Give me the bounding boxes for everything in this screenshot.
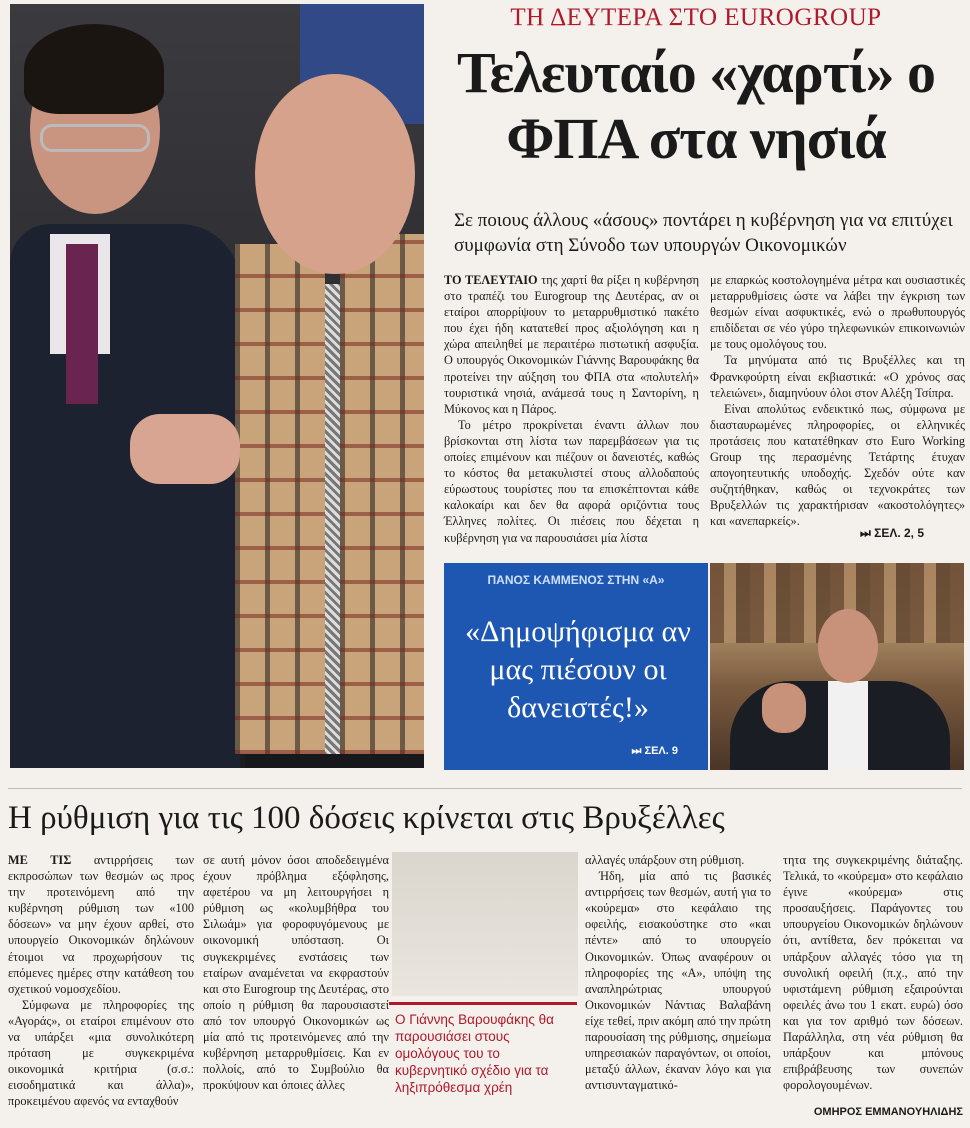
photo-person-hand [762,683,806,733]
second-story-column-2 [203,852,389,1093]
paragraph: Σύμφωνα με πληροφορίες της «Αγοράς», οι εταίροι επιμένουν στο να υπάρξει «μια συνολικότερη πρόταση με συγκεκριμένα οικονομικά κριτήρια (σ.σ.: εισοδηματικά και άλλα)», προκειμένου αφενός να ενταχθούν [8,997,194,1109]
paragraph: Τα μηνύματα από τις Βρυξέλλες και τη Φρανκφούρτη είναι εκβιαστικά: «Ο χρόνος σας τελειώνει», διαμηνύουν όλοι στον Αλέξη Τσίπρα. [710,353,965,400]
paragraph-text: αντιρρήσεις των εκπροσώπων των θεσμών ως προς την προτεινόμενη από την κυβέρνηση ρύθμιση των «100 δόσεων» να μην έχουν αρθεί, στο υπουργείο Οικονομικών δηλώνουν έτοιμοι να προχωρήσουν τις επόμενες ημέρες στην κατάθεση του σχετικού νομοσχεδίου. [8,853,194,996]
pull-quote-box [389,1002,577,1122]
photo-person-right-scarf [235,244,325,754]
sidebar-page-ref: ⏭ ΣΕΛ. 9 [631,745,678,757]
paragraph-text: της χαρτί θα ρίξει η κυβέρνηση στο τραπέζι του Eurogroup της Δευτέρας, αν οι εταίροι απορρίψουν το μεταρρυθμιστικό πακέτο που έχει ήδη κατατεθεί προς αξιολόγηση και η χώρα απειληθεί με περαιτέρω πιστωτική ασφυξία. Ο υπουργός Οικονομικών Γιάννης Βαρουφάκης θα προτείνει την αύξηση του ΦΠΑ στα «πολυτελή» τουριστικά νησιά, ανάμεσά τους η Σαντορίνη, η Μύκονος και η Πάρος. [444,273,700,416]
photo-person-left-glasses [40,124,150,152]
paragraph: αλλαγές υπάρξουν στη ρύθμιση. [585,853,745,867]
second-story-column-3 [585,852,771,1093]
top-story-column-1 [444,272,699,546]
paragraph: τητα της συγκεκριμένης διάταξης. Τελικά, το «κούρεμα» στο κεφάλαιο έγινε «κούρεμα» στις προσαυξήσεις. Παράγοντες του υπουργείου Οικονομικών δηλώνουν ότι, αντίθετα, δεν πρόκειται να υπάρξουν αλλαγές τόσο για τη συνολική οφειλή (π.χ., από την υφιστάμενη ρύθμιση εξαιρούνται οφειλές άνω του 1 εκατ. ευρώ) όσο και για τον αριθμό των δόσεων. Παράλληλα, στη νέα ρύθμιση θα υπάρξουν και μπόνους επιβράβευσης των συνεπών φορολογουμένων. [783,853,963,1093]
second-story-column-1 [8,852,194,1110]
top-story-deck: Σε ποιους άλλους «άσους» ποντάρει η κυβέρνηση για να επιτύχει συμφωνία στη Σύνοδο των υπουργών Οικονομικών [454,210,953,256]
paragraph: Ήδη, μία από τις βασικές αντιρρήσεις των θεσμών, αυτή για το «κούρεμα» στο κεφάλαιο της οφειλής, εισακούστηκε στο «και πέντε» από το υπουργείο Οικονομικών. Όπως αναφέρουν οι πληροφορίες της «Α», υπόψη της αναπληρώτριας υπουργού Οικονομικών Νάντιας Βαλαβάνη είχε τεθεί, πριν ακόμη από την πρώτη παρουσίαση της ρύθμισης, σημείωμα υπηρεσιακών παραγόντων, οι οποίοι, μεταξύ άλλων, έκαναν λόγο και για αντισυνταγματικό- [585,869,771,1093]
top-story-headline: Τελευταίο «χαρτί» ο ΦΠΑ στα νησιά [457,40,935,171]
faint-background-area [392,852,578,996]
main-photo [10,4,424,768]
sidebar-photo [710,563,964,770]
top-story-kicker: ΤΗ ΔΕΥΤΕΡΑ ΣΤΟ EUROGROUP [510,4,882,31]
sidebar-kicker: ΠΑΝΟΣ ΚΑΜΜΕΝΟΣ ΣΤΗΝ «Α» [487,573,665,587]
lead-in: ΤΟ ΤΕΛΕΥΤΑΙΟ [444,273,538,287]
top-story-column-2 [710,272,965,530]
pull-quote: Ο Γιάννης Βαρουφάκης θα παρουσιάσει στους ομολόγους του το κυβερνητικό σχέδιο για τα ληξιπρόθεσμα χρέη [395,1012,554,1095]
sidebar-box [444,563,708,770]
paragraph: σε αυτή μόνον όσοι αποδεδειγμένα έχουν πρόβλημα εξόφλησης, αφετέρου να μη λειτουργήσει η ρύθμιση ως «κολυμβήθρα του Σιλωάμ» για φοροφυγόμενους με οικονομική υπόσταση. Οι συγκεκριμένες ενστάσεις των εταίρων αναμένεται να εκφραστούν και στο Eurogroup της Δευτέρας, στο οποίο η ρύθμιση θα παρουσιαστεί από τον υπουργό Οικονομικών ως μία από τις προτεινόμενες από την κυβέρνηση μεταρρυθμίσεις. Και εν πολλοίς, από το Συμβούλιο θα προκύψουν και όποιες άλλες [203,853,389,1093]
top-story-page-ref: ⏭ ΣΕΛ. 2, 5 [860,526,925,540]
paragraph: Το μέτρο προκρίνεται έναντι άλλων που βρίσκονται στη λίστα των παρεμβάσεων για τις οποίες επιμένουν και πιέζουν οι δανειστές, καθώς το κόστος θα μετακυλιστεί στους αλλοδαπούς εύρωστους τουρίστες που τα επισκέπτονται κάθε καλοκαίρι και δεν θα αφορά οριζόντια τους Έλληνες πολίτες. Οι πιέσεις που δέχεται η κυβέρνηση για να παρουσιάσει μία λίστα [444,417,699,545]
section-divider [8,788,962,789]
second-story-headline: Η ρύθμιση για τις 100 δόσεις κρίνεται στις Βρυξέλλες [8,800,725,836]
photo-person-head [818,609,878,683]
photo-person-left-tie [66,244,98,404]
paragraph: με επαρκώς κοστολογημένα μέτρα και ουσιαστικές μεταρρυθμίσεις ώστε να λάβει την έγκριση των θεσμών είναι ασφυκτικές, ενώ ο πρωθυπουργός επιδίδεται σε νέο γύρο τηλεφωνικών επικοινωνιών με τους ομολόγους του. [710,273,965,352]
photo-person-left-hand [130,414,240,484]
byline: ΟΜΗΡΟΣ ΕΜΜΑΝΟΥΗΛΙΔΗΣ [813,1106,963,1118]
sidebar-quote: «Δημοψήφισμα αν μας πιέσουν οι δανειστές!» [465,615,691,724]
photo-person-left-suit [10,224,240,768]
paragraph: Είναι απολύτως ενδεικτικό πως, σύμφωνα με διασταυρωμένες πληροφορίες, οι ελληνικές προτάσεις που κατατέθηκαν στο Euro Working Group της περασμένης Τετάρτης έτυχαν απογοητευτικής υποδοχής. Σχεδόν ούτε καν συζητήθηκαν, καθώς οι τεχνοκράτες των Βρυξελλών τις χαρακτήρισαν «ακοστολόγητες» και «ανεπαρκείς». [710,401,965,529]
photo-person-right-scarf-end [340,234,424,754]
paragraph [8,852,194,997]
photo-person-shirt [828,681,868,770]
lead-in: ΜΕ ΤΙΣ [8,853,72,867]
photo-person-left-hair [24,24,164,114]
paragraph [444,272,699,417]
photo-person-right-head [255,74,415,274]
second-story-column-4 [783,852,963,1093]
